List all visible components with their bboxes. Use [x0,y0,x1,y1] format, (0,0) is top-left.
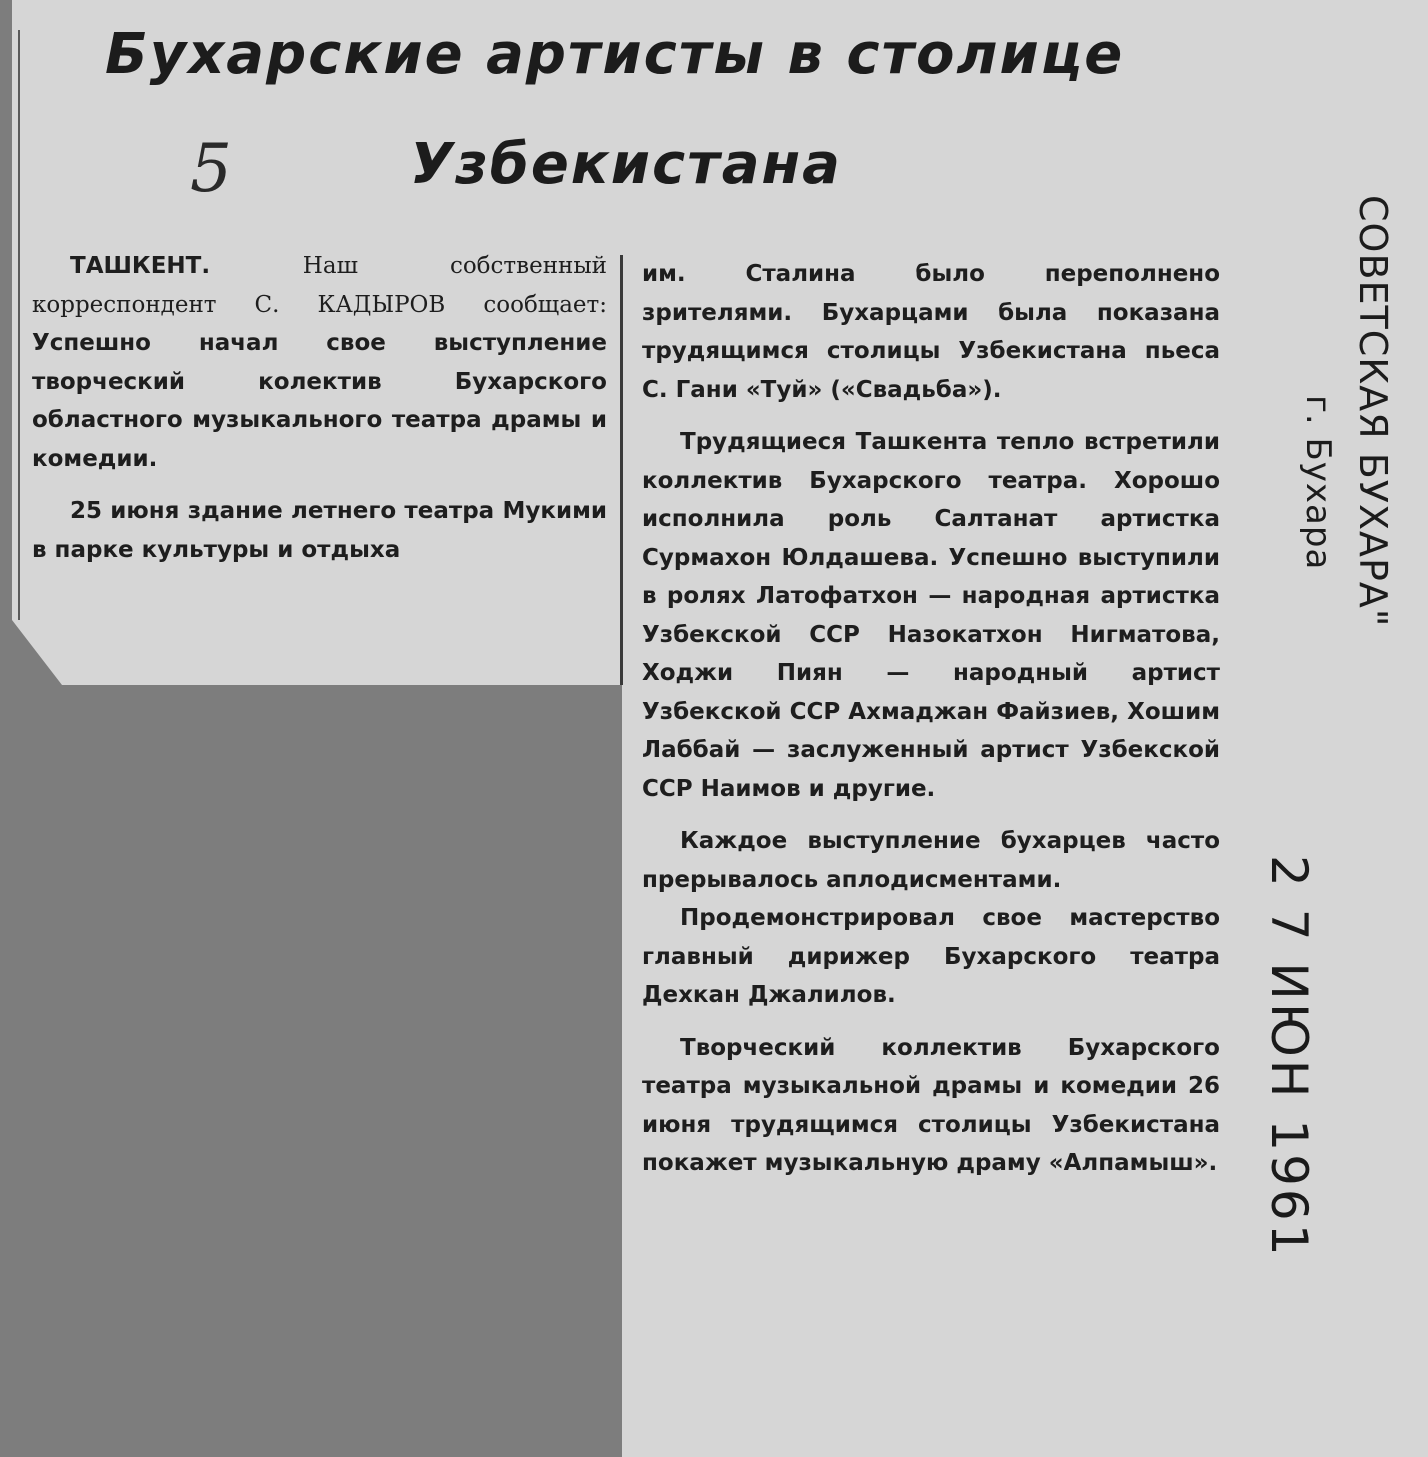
paragraph-text: Успешно начал свое выступление творческий колектив Бухарского областного музыкального театра драмы и комедии. [32,330,607,472]
handwritten-number: 5 [190,130,232,207]
paragraph: Творческий коллектив Бухарского театра музыкальной драмы и комедии 26 июня трудящимся столицы Узбекистана покажет музыкальную драму «Алпамыш». [642,1034,1220,1176]
paragraph: Каждое выступление бухарцев часто прерывалось аплодисментами. [642,828,1220,893]
paragraph: им. Сталина было переполнено зрителями. Бухарцами была показана трудящимся столицы Узбекистана пьеса С. Гани «Туй» («Свадьба»). [642,261,1220,403]
date-stamp: 2 7 ИЮН 1961 [1260,855,1318,1259]
article-column-right [642,255,1220,1183]
dateline: ТАШКЕНТ. [70,253,211,279]
paragraph: Трудящиеся Ташкента тепло встретили коллектив Бухарского театра. Хорошо исполнила роль Салтанат артистка Сурмахон Юлдашева. Успешно выступили в ролях Латофатхон — народная артистка Узбекской ССР Назокатхон Нигматова, Ходжи Пиян — народный артист Узбекской ССР Ахмаджан Файзиев, Хошим Лаббай — заслуженный артист Узбекской ССР Наимов и другие. [642,429,1220,802]
article-column-left [32,247,607,569]
headline-line-1: Бухарские артисты в столице [105,22,1125,87]
headline-line-2: Узбекистана [410,132,842,197]
column-divider [620,255,623,685]
paragraph: Продемонстрировал свое мастерство главный дирижер Бухарского театра Дехкан Джалилов. [642,905,1220,1008]
byline: Наш собственный корреспондент С. КАДЫРОВ сообщает: [32,253,607,318]
lead-paragraph [32,247,607,478]
paragraph: 25 июня здание летнего театра Мукими в парке культуры и отдыха [32,498,607,563]
newspaper-stamp: СОВЕТСКАЯ БУХАРА" [1351,195,1395,628]
city-stamp: г. Бухара [1298,395,1338,571]
clipping-edge-rule [18,30,20,620]
